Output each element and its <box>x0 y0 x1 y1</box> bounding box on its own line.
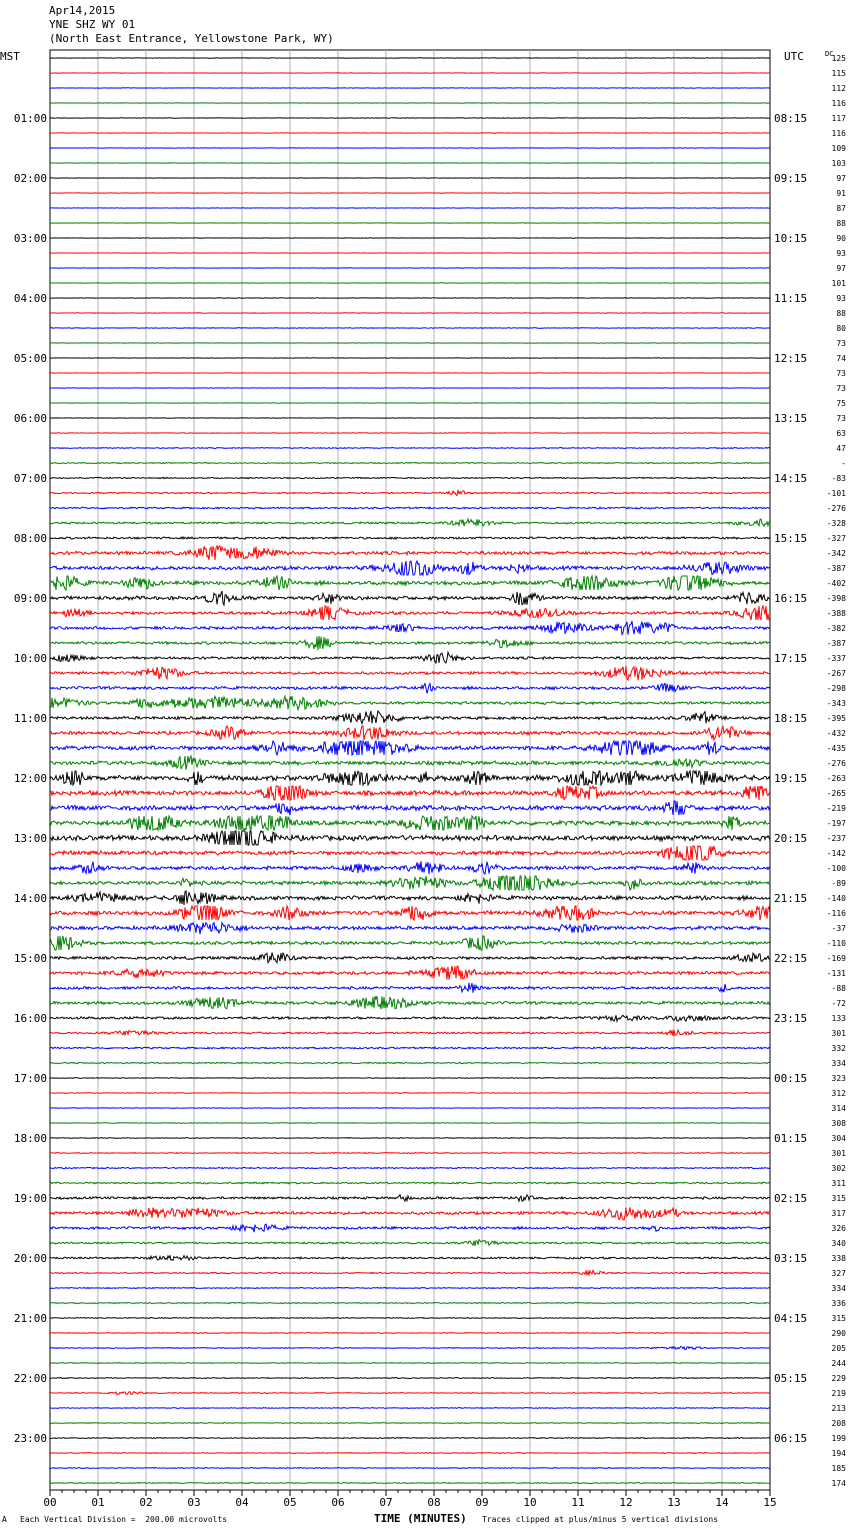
mst-hour-label: 18:00 <box>13 1132 47 1145</box>
trace-row <box>50 1287 770 1288</box>
dc-offset-label: 75 <box>836 399 846 408</box>
dc-offset-label: 315 <box>831 1194 846 1203</box>
trace-row <box>50 1047 770 1049</box>
trace-row <box>50 561 770 575</box>
trace-row <box>50 1224 770 1232</box>
station-code: YNE SHZ WY 01 <box>49 18 136 31</box>
trace-row <box>50 491 770 496</box>
x-tick-label: 12 <box>619 1496 633 1509</box>
dc-offset-label: 205 <box>831 1344 846 1353</box>
utc-hour-label: 14:15 <box>774 472 808 485</box>
dc-offset-label: 133 <box>831 1014 846 1023</box>
dc-offset-label: -398 <box>826 594 846 603</box>
trace-row <box>50 1062 770 1063</box>
trace-row <box>50 546 770 560</box>
mst-hour-label: 19:00 <box>13 1192 47 1205</box>
utc-hour-label: 05:15 <box>774 1372 808 1385</box>
dc-offset-label: 125 <box>831 54 846 63</box>
utc-hour-label: 22:15 <box>774 952 808 965</box>
utc-axis-label: UTC <box>784 50 804 63</box>
station-location: (North East Entrance, Yellowstone Park, WY) <box>49 32 334 45</box>
dc-offset-label: 323 <box>831 1074 846 1083</box>
dc-offset-label: -88 <box>831 984 846 993</box>
dc-offset-label: -197 <box>826 819 846 828</box>
trace-row <box>50 1195 770 1201</box>
utc-hour-label: 13:15 <box>774 412 808 425</box>
mst-hour-label: 03:00 <box>13 232 47 245</box>
utc-hour-label: 15:15 <box>774 532 808 545</box>
mst-hour-label: 15:00 <box>13 952 47 965</box>
seismic-traces <box>50 58 770 1484</box>
dc-offset-label: 73 <box>836 384 846 393</box>
x-tick-label: 01 <box>91 1496 105 1509</box>
dc-offset-label: -110 <box>826 939 846 948</box>
mst-hour-label: 11:00 <box>13 712 47 725</box>
dc-offset-label: 74 <box>836 354 846 363</box>
mst-hour-label: 17:00 <box>13 1072 47 1085</box>
dc-offset-label: 338 <box>831 1254 846 1263</box>
trace-row <box>50 891 770 905</box>
dc-offset-label: -327 <box>826 534 846 543</box>
dc-offset-label: -237 <box>826 834 846 843</box>
trace-row <box>50 507 770 509</box>
trace-row <box>50 1377 770 1378</box>
mst-hour-label: 20:00 <box>13 1252 47 1265</box>
dc-offset-label: 304 <box>831 1134 846 1143</box>
dc-offset-label: 290 <box>831 1329 846 1338</box>
trace-row <box>50 936 770 950</box>
utc-hour-label: 08:15 <box>774 112 808 125</box>
x-tick-label: 06 <box>331 1496 345 1509</box>
utc-hour-label: 18:15 <box>774 712 808 725</box>
corner-mark: A <box>2 1515 7 1524</box>
dc-offset-label: -388 <box>826 609 846 618</box>
mst-hour-label: 04:00 <box>13 292 47 305</box>
dc-offset-label: 103 <box>831 159 846 168</box>
dc-offset-label: -276 <box>826 504 846 513</box>
dc-offset-label: 213 <box>831 1404 846 1413</box>
trace-row <box>50 606 770 620</box>
dc-offset-label: 115 <box>831 69 846 78</box>
trace-row <box>50 576 770 590</box>
trace-row <box>50 726 770 740</box>
trace-row <box>50 1152 770 1153</box>
mst-axis-label: MST <box>0 50 20 63</box>
trace-row <box>50 1363 770 1364</box>
trace-row <box>50 1240 770 1246</box>
utc-hour-label: 20:15 <box>774 832 808 845</box>
dc-offset-label: 199 <box>831 1434 846 1443</box>
trace-row <box>50 418 770 419</box>
utc-hour-label: 19:15 <box>774 772 808 785</box>
dc-offset-label: 327 <box>831 1269 846 1278</box>
dc-offset-label: 109 <box>831 144 846 153</box>
utc-hour-label: 23:15 <box>774 1012 808 1025</box>
dc-offset-label: 91 <box>836 189 846 198</box>
x-tick-label: 13 <box>667 1496 681 1509</box>
trace-row <box>50 1015 770 1021</box>
x-tick-label: 14 <box>715 1496 729 1509</box>
trace-row <box>50 1207 770 1220</box>
trace-row <box>50 1468 770 1469</box>
dc-offset-label: -116 <box>826 909 846 918</box>
mst-hour-label: 01:00 <box>13 112 47 125</box>
dc-offset-label: -89 <box>831 879 846 888</box>
trace-row <box>50 1392 770 1395</box>
mst-hour-label: 08:00 <box>13 532 47 545</box>
dc-offset-label: 112 <box>831 84 846 93</box>
dc-offset-label: 117 <box>831 114 846 123</box>
dc-offset-label: -100 <box>826 864 846 873</box>
dc-offset-label: -387 <box>826 639 846 648</box>
dc-offset-label: -169 <box>826 954 846 963</box>
dc-offset-label: -140 <box>826 894 846 903</box>
dc-offset-label: 116 <box>831 99 846 108</box>
trace-row <box>50 1423 770 1424</box>
utc-hour-label: 17:15 <box>774 652 808 665</box>
trace-row <box>50 1108 770 1109</box>
trace-row <box>50 1078 770 1079</box>
utc-hour-label: 02:15 <box>774 1192 808 1205</box>
utc-hour-label: 04:15 <box>774 1312 808 1325</box>
dc-offset-label: 73 <box>836 414 846 423</box>
trace-row <box>50 477 770 478</box>
dc-offset-label: -343 <box>826 699 846 708</box>
utc-hour-label: 11:15 <box>774 292 808 305</box>
x-tick-label: 15 <box>763 1496 777 1509</box>
dc-offset-label: 244 <box>831 1359 846 1368</box>
plot-frame <box>50 50 770 1490</box>
utc-hour-label: 21:15 <box>774 892 808 905</box>
trace-row <box>50 328 770 329</box>
dc-offset-label: -72 <box>831 999 846 1008</box>
time-gridlines <box>50 50 770 1496</box>
utc-hour-label: 16:15 <box>774 592 808 605</box>
mst-hour-label: 16:00 <box>13 1012 47 1025</box>
dc-offset-label: -267 <box>826 669 846 678</box>
dc-offset-label: 101 <box>831 279 846 288</box>
utc-hour-label: 01:15 <box>774 1132 808 1145</box>
trace-row <box>50 816 770 830</box>
trace-row <box>50 741 770 755</box>
dc-offset-label: -382 <box>826 624 846 633</box>
trace-row <box>50 666 770 680</box>
x-tick-label: 11 <box>571 1496 585 1509</box>
x-axis-title: TIME (MINUTES) <box>374 1512 467 1525</box>
dc-offset-label: -328 <box>826 519 846 528</box>
utc-hour-label: 12:15 <box>774 352 808 365</box>
trace-row <box>50 953 770 963</box>
x-tick-label: 10 <box>523 1496 537 1509</box>
dc-offset-label: 88 <box>836 219 846 228</box>
dc-offset-label: 116 <box>831 129 846 138</box>
trace-row <box>50 876 770 890</box>
utc-hour-label: 00:15 <box>774 1072 808 1085</box>
dc-offset-label: 93 <box>836 249 846 258</box>
x-tick-label: 05 <box>283 1496 297 1509</box>
dc-offset-label: -219 <box>826 804 846 813</box>
dc-offset-label: 315 <box>831 1314 846 1323</box>
trace-row <box>50 846 770 860</box>
dc-offset-label: -432 <box>826 729 846 738</box>
dc-offset-label: 308 <box>831 1119 846 1128</box>
dc-offset-label: -435 <box>826 744 846 753</box>
dc-offset-label: -131 <box>826 969 846 978</box>
trace-row <box>50 652 770 663</box>
dc-column-label: DC <box>825 50 834 58</box>
trace-row <box>50 298 770 299</box>
mst-hour-label: 23:00 <box>13 1432 47 1445</box>
x-tick-label: 07 <box>379 1496 393 1509</box>
mst-hour-label: 09:00 <box>13 592 47 605</box>
dc-offset-label: 80 <box>836 324 846 333</box>
dc-offset-label: 47 <box>836 444 846 453</box>
dc-offset-label: 332 <box>831 1044 846 1053</box>
dc-offset-label: 194 <box>831 1449 846 1458</box>
dc-offset-label: 317 <box>831 1209 846 1218</box>
trace-row <box>50 1030 770 1036</box>
trace-row <box>50 861 770 874</box>
trace-row <box>50 1123 770 1124</box>
dc-offset-label: 97 <box>836 174 846 183</box>
dc-offset-label: 334 <box>831 1059 846 1068</box>
dc-offset-label: 336 <box>831 1299 846 1308</box>
dc-offset-label: 302 <box>831 1164 846 1173</box>
trace-row <box>50 786 770 800</box>
dc-offset-label: 301 <box>831 1149 846 1158</box>
trace-row <box>50 1408 770 1409</box>
mst-hour-label: 21:00 <box>13 1312 47 1325</box>
dc-offset-label: 88 <box>836 309 846 318</box>
trace-row <box>50 1256 770 1261</box>
trace-row <box>50 1482 770 1483</box>
dc-offset-label: 90 <box>836 234 846 243</box>
trace-row <box>50 433 770 434</box>
mst-hour-label: 02:00 <box>13 172 47 185</box>
dc-offset-label: -337 <box>826 654 846 663</box>
dc-offset-label: 301 <box>831 1029 846 1038</box>
dc-offset-label: -395 <box>826 714 846 723</box>
trace-row <box>50 1333 770 1334</box>
trace-row <box>50 1270 770 1275</box>
mst-hour-label: 05:00 <box>13 352 47 365</box>
trace-row <box>50 621 770 635</box>
trace-row <box>50 966 770 980</box>
dc-offset-label: 340 <box>831 1239 846 1248</box>
dc-offset-label: 326 <box>831 1224 846 1233</box>
trace-row <box>50 983 770 993</box>
dc-offset-label: 311 <box>831 1179 846 1188</box>
trace-row <box>50 1138 770 1139</box>
mst-hour-label: 14:00 <box>13 892 47 905</box>
dc-offset-label: 174 <box>831 1479 846 1488</box>
trace-row <box>50 447 770 448</box>
dc-offset-label: -265 <box>826 789 846 798</box>
dc-offset-label: 229 <box>831 1374 846 1383</box>
x-tick-label: 08 <box>427 1496 441 1509</box>
trace-row <box>50 1346 770 1349</box>
dc-offset-label: 314 <box>831 1104 846 1113</box>
trace-row <box>50 756 770 770</box>
trace-row <box>50 1437 770 1438</box>
clip-note: Traces clipped at plus/minus 5 vertical divisions <box>482 1515 719 1524</box>
dc-offset-label: -101 <box>826 489 846 498</box>
dc-offset-label: 208 <box>831 1419 846 1428</box>
x-tick-label: 00 <box>43 1496 57 1509</box>
utc-hour-label: 06:15 <box>774 1432 808 1445</box>
dc-offset-label: 93 <box>836 294 846 303</box>
trace-row <box>50 923 770 935</box>
trace-row <box>50 1182 770 1184</box>
trace-row <box>50 996 770 1009</box>
x-tick-label: 04 <box>235 1496 249 1509</box>
dc-offset-label: -298 <box>826 684 846 693</box>
trace-row <box>50 537 770 539</box>
dc-offset-label: 219 <box>831 1389 846 1398</box>
scale-note: Each Vertical Division = 200.00 microvolts <box>20 1515 228 1524</box>
utc-hour-label: 03:15 <box>774 1252 808 1265</box>
dc-offset-label: -263 <box>826 774 846 783</box>
mst-hour-label: 10:00 <box>13 652 47 665</box>
trace-row <box>50 1167 770 1168</box>
dc-offset-label: 73 <box>836 369 846 378</box>
trace-row <box>50 313 770 314</box>
utc-hour-label: 09:15 <box>774 172 808 185</box>
dc-offset-label: -83 <box>831 474 846 483</box>
x-tick-label: 09 <box>475 1496 489 1509</box>
dc-offset-label: - <box>841 459 846 468</box>
dc-offset-label: -276 <box>826 759 846 768</box>
dc-offset-label: 87 <box>836 204 846 213</box>
dc-offset-label: 63 <box>836 429 846 438</box>
trace-row <box>50 636 770 650</box>
trace-row <box>50 1318 770 1319</box>
dc-offset-label: -402 <box>826 579 846 588</box>
dc-offset-label: -37 <box>831 924 846 933</box>
dc-offset-label: 73 <box>836 339 846 348</box>
trace-row <box>50 831 770 845</box>
dc-offset-label: 185 <box>831 1464 846 1473</box>
trace-row <box>50 771 770 785</box>
mst-hour-label: 13:00 <box>13 832 47 845</box>
trace-row <box>50 133 770 134</box>
trace-row <box>50 462 770 463</box>
x-tick-label: 03 <box>187 1496 201 1509</box>
trace-row <box>50 906 770 920</box>
dc-offset-label: 334 <box>831 1284 846 1293</box>
trace-row <box>50 696 770 710</box>
trace-row <box>50 1302 770 1303</box>
dc-offset-label: -342 <box>826 549 846 558</box>
trace-row <box>50 591 770 605</box>
mst-hour-label: 22:00 <box>13 1372 47 1385</box>
trace-row <box>50 801 770 815</box>
mst-hour-label: 07:00 <box>13 472 47 485</box>
trace-row <box>50 711 770 723</box>
dc-offset-label: -142 <box>826 849 846 858</box>
plot-date: Apr14,2015 <box>49 4 116 17</box>
dc-offset-label: -387 <box>826 564 846 573</box>
trace-row <box>50 683 770 693</box>
dc-offset-label: 97 <box>836 264 846 273</box>
dc-offset-label: 312 <box>831 1089 846 1098</box>
trace-row <box>50 519 770 526</box>
mst-hour-label: 12:00 <box>13 772 47 785</box>
trace-row <box>50 58 770 59</box>
trace-row <box>50 1093 770 1094</box>
trace-row <box>50 118 770 119</box>
utc-hour-label: 10:15 <box>774 232 808 245</box>
trace-row <box>50 1453 770 1454</box>
x-tick-label: 02 <box>139 1496 153 1509</box>
mst-hour-label: 06:00 <box>13 412 47 425</box>
